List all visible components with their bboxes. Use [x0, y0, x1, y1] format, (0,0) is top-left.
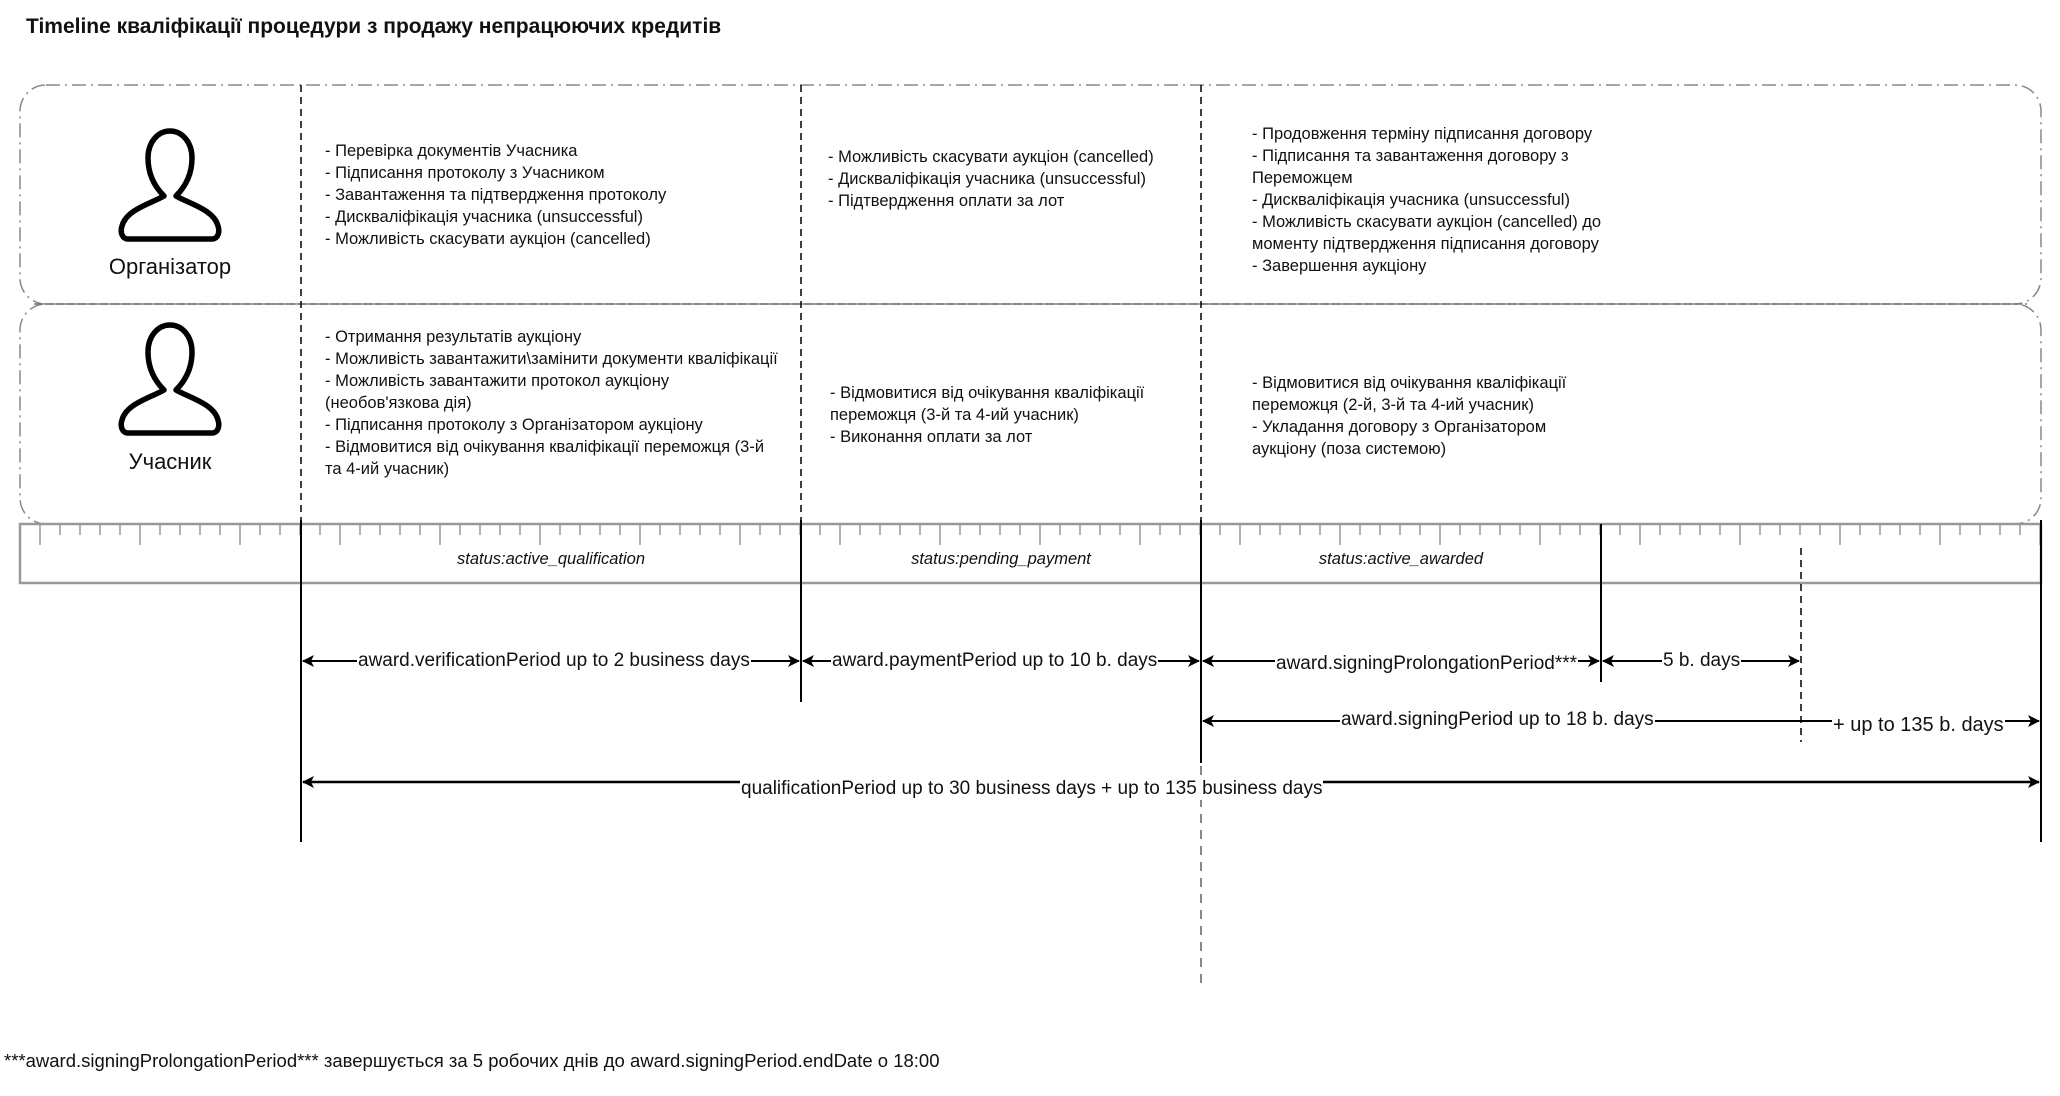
action-item: - Підтвердження оплати за лот [828, 192, 1065, 210]
action-item: - Можливість завантажити\замінити документи кваліфікації [325, 350, 778, 368]
payment-period-label: award.paymentPeriod up to 10 b. days [832, 650, 1158, 671]
action-item: - Завантаження та підтвердження протоколу [325, 186, 667, 204]
verification-period-label: award.verificationPeriod up to 2 business days [358, 650, 750, 671]
status-pending-payment: status:pending_payment [911, 550, 1091, 568]
organizer-label: Організатор [108, 254, 232, 279]
organizer-qualification-actions [325, 140, 785, 250]
footnote: ***award.signingProlongationPeriod*** завершується за 5 робочих днів до award.signingPeriod.endDate о 18:00 [4, 1050, 940, 1071]
diagram-title: Timeline кваліфікації процедури з продажу непрацюючих кредитів [26, 15, 722, 38]
action-item: - Дискваліфікація учасника (unsuccessful) [325, 208, 643, 226]
action-item: - Можливість завантажити протокол аукціону (необов'язкова дія) [325, 372, 670, 412]
action-item: - Відмовитися від очікування кваліфікації переможця (3-й та 4-ий учасник) [830, 384, 1145, 424]
action-item: - Підписання протоколу з Організатором аукціону [325, 416, 703, 434]
five-days-label: 5 b. days [1663, 650, 1741, 671]
participant-user-icon [121, 325, 219, 433]
action-item: - Підписання протоколу з Учасником [325, 164, 605, 182]
action-item: - Завершення аукціону [1252, 257, 1427, 275]
action-item: - Можливість скасувати аукціон (cancelled) [828, 148, 1154, 166]
signing-prolongation-label: award.signingProlongationPeriod*** [1276, 653, 1578, 674]
action-item: - Підписання та завантаження договору з Переможцем [1252, 147, 1569, 187]
signing-period-label: award.signingPeriod up to 18 b. days [1341, 709, 1654, 730]
participant-payment-actions [830, 382, 1190, 448]
action-item: - Перевірка документів Учасника [325, 142, 578, 160]
status-active-qualification: status:active_qualification [456, 550, 646, 568]
action-item: - Дискваліфікація учасника (unsuccessful) [828, 170, 1146, 188]
action-item: - Отримання результатів аукціону [325, 328, 582, 346]
action-item: - Можливість скасувати аукціон (cancelled) [325, 230, 651, 248]
organizer-user-icon [121, 131, 219, 239]
organizer-awarded-actions [1252, 123, 1652, 277]
action-item: - Відмовитися від очікування кваліфікації переможця (2-й, 3-й та 4-ий учасник) [1252, 374, 1567, 414]
action-item: - Продовження терміну підписання договору [1252, 125, 1593, 143]
action-item: - Виконання оплати за лот [830, 428, 1033, 446]
action-item: - Укладання договору з Організатором аукціону (поза системою) [1252, 418, 1547, 458]
participant-awarded-actions [1252, 372, 1612, 460]
action-item: - Дискваліфікація учасника (unsuccessful) [1252, 191, 1570, 209]
qualification-period-label: qualificationPeriod up to 30 business days + up to 135 business days [741, 778, 1323, 799]
organizer-payment-actions [828, 146, 1188, 212]
status-active-awarded: status:active_awarded [1318, 550, 1484, 568]
signing-extra-label: + up to 135 b. days [1833, 714, 2004, 736]
action-item: - Відмовитися від очікування кваліфікації переможця (3-й та 4-ий учасник) [325, 438, 765, 478]
participant-label: Учасник [128, 449, 212, 474]
participant-qualification-actions [325, 326, 785, 480]
action-item: - Можливість скасувати аукціон (cancelled) до моменту підтвердження підписання договору [1252, 213, 1602, 253]
